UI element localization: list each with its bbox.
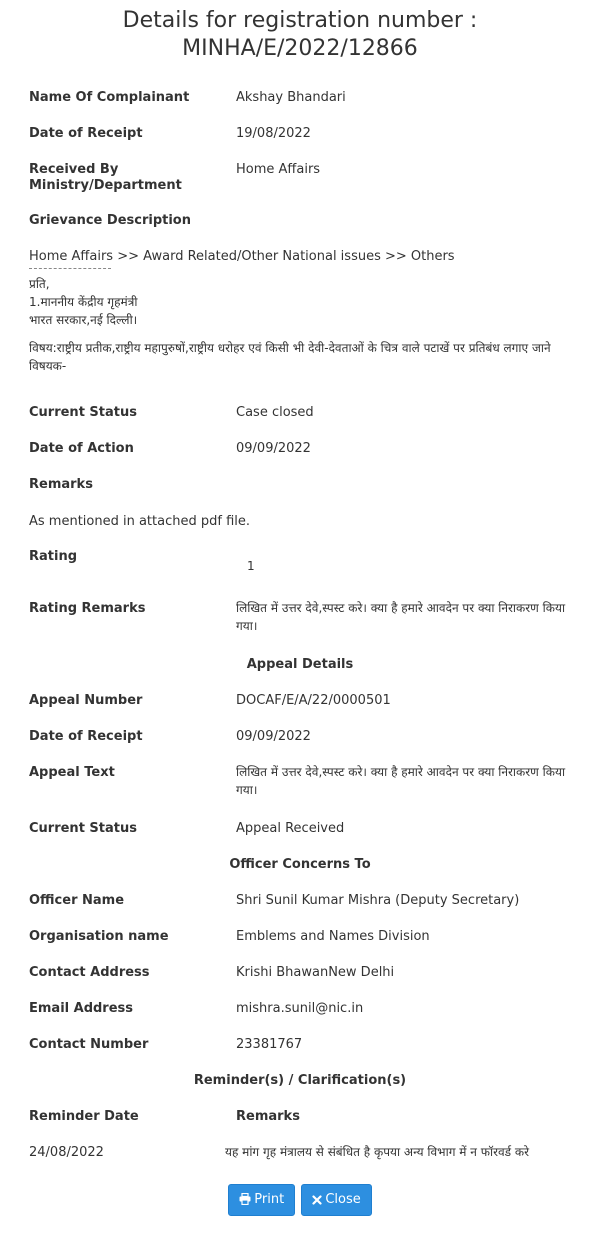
- appeal-status-label: Current Status: [29, 821, 137, 836]
- close-icon: [312, 1195, 322, 1205]
- date-action-value: 09/09/2022: [236, 441, 311, 456]
- officer-heading: Officer Concerns To: [229, 857, 371, 872]
- date-action-label: Date of Action: [29, 441, 134, 456]
- grievance-category-path: Home Affairs >> Award Related/Other National issues >> Others: [29, 249, 455, 264]
- email-label: Email Address: [29, 1001, 134, 1016]
- reminder-date-header: Reminder Date: [29, 1109, 139, 1124]
- rating-remarks-value: लिखित में उत्तर देवे,स्पस्ट करे। क्या है हमारे आवदेन पर क्या निराकरण किया गया।: [236, 601, 566, 633]
- page-title: [0, 0, 600, 63]
- organisation-value: Emblems and Names Division: [236, 929, 430, 944]
- action-buttons: [0, 1184, 600, 1216]
- grievance-label: Grievance Description: [29, 213, 191, 228]
- reminder-remark: यह मांग गृह मंत्रालय से संबंधित है कृपया अन्य विभाग में न फॉरवर्ड करे: [225, 1145, 530, 1159]
- appeal-number-value: DOCAF/E/A/22/0000501: [236, 693, 391, 708]
- appeal-status-value: Appeal Received: [236, 821, 345, 836]
- contact-number-value: 23381767: [236, 1037, 303, 1052]
- reminder-date: 24/08/2022: [29, 1145, 104, 1160]
- received-by-value: Home Affairs: [236, 162, 321, 177]
- email-value: mishra.sunil@nic.in: [236, 1001, 364, 1016]
- grievance-line-1: 1.माननीय केंद्रीय गृहमंत्री: [29, 295, 138, 309]
- reminder-remarks-header: Remarks: [236, 1109, 300, 1124]
- divider: [29, 268, 111, 269]
- rating-remarks-label: Rating Remarks: [29, 601, 146, 616]
- reminders-heading: Reminder(s) / Clarification(s): [193, 1073, 407, 1088]
- grievance-line-2: भारत सरकार,नई दिल्ली।: [29, 313, 138, 327]
- close-label: Close: [325, 1192, 361, 1207]
- print-label: Print: [254, 1192, 285, 1207]
- contact-number-label: Contact Number: [29, 1037, 149, 1052]
- organisation-label: Organisation name: [29, 929, 169, 944]
- appeal-receipt-value: 09/09/2022: [236, 729, 311, 744]
- current-status-label: Current Status: [29, 405, 137, 420]
- date-receipt-label: Date of Receipt: [29, 126, 143, 141]
- appeal-text-label: Appeal Text: [29, 765, 115, 780]
- print-button[interactable]: [228, 1184, 295, 1216]
- contact-address-value: Krishi BhawanNew Delhi: [236, 965, 395, 980]
- rating-label: Rating: [29, 549, 78, 564]
- appeal-heading: Appeal Details: [246, 657, 354, 672]
- grievance-description: [29, 248, 576, 375]
- close-button[interactable]: [301, 1184, 371, 1216]
- appeal-number-label: Appeal Number: [29, 693, 143, 708]
- registration-number: MINHA/E/2022/12866: [182, 36, 418, 61]
- received-by-label: Received By Ministry/Department: [29, 162, 182, 193]
- date-receipt-value: 19/08/2022: [236, 126, 311, 141]
- title-line-1: Details for registration number :: [122, 8, 478, 33]
- printer-icon: [239, 1193, 251, 1205]
- appeal-text-value: लिखित में उत्तर देवे,स्पस्ट करे। क्या है हमारे आवदेन पर क्या निराकरण किया गया।: [236, 765, 566, 797]
- remarks-label: Remarks: [29, 477, 93, 492]
- officer-name-label: Officer Name: [29, 893, 125, 908]
- current-status-value: Case closed: [236, 405, 314, 420]
- rating-value: 1: [247, 559, 255, 573]
- appeal-receipt-label: Date of Receipt: [29, 729, 143, 744]
- contact-address-label: Contact Address: [29, 965, 150, 980]
- complainant-label: Name Of Complainant: [29, 90, 190, 105]
- remarks-value: As mentioned in attached pdf file.: [29, 514, 251, 529]
- grievance-subject: विषय:राष्ट्रीय प्रतीक,राष्ट्रीय महापुरुषों,राष्ट्रीय धरोहर एवं किसी भी देवी-देवताओं के चित्र वाले पटाखें पर प्रतिबंध लगाए जाने विषयक-: [29, 341, 551, 373]
- grievance-prati: प्रति,: [29, 277, 50, 291]
- officer-name-value: Shri Sunil Kumar Mishra (Deputy Secretary): [236, 893, 520, 908]
- complainant-value: Akshay Bhandari: [236, 90, 346, 105]
